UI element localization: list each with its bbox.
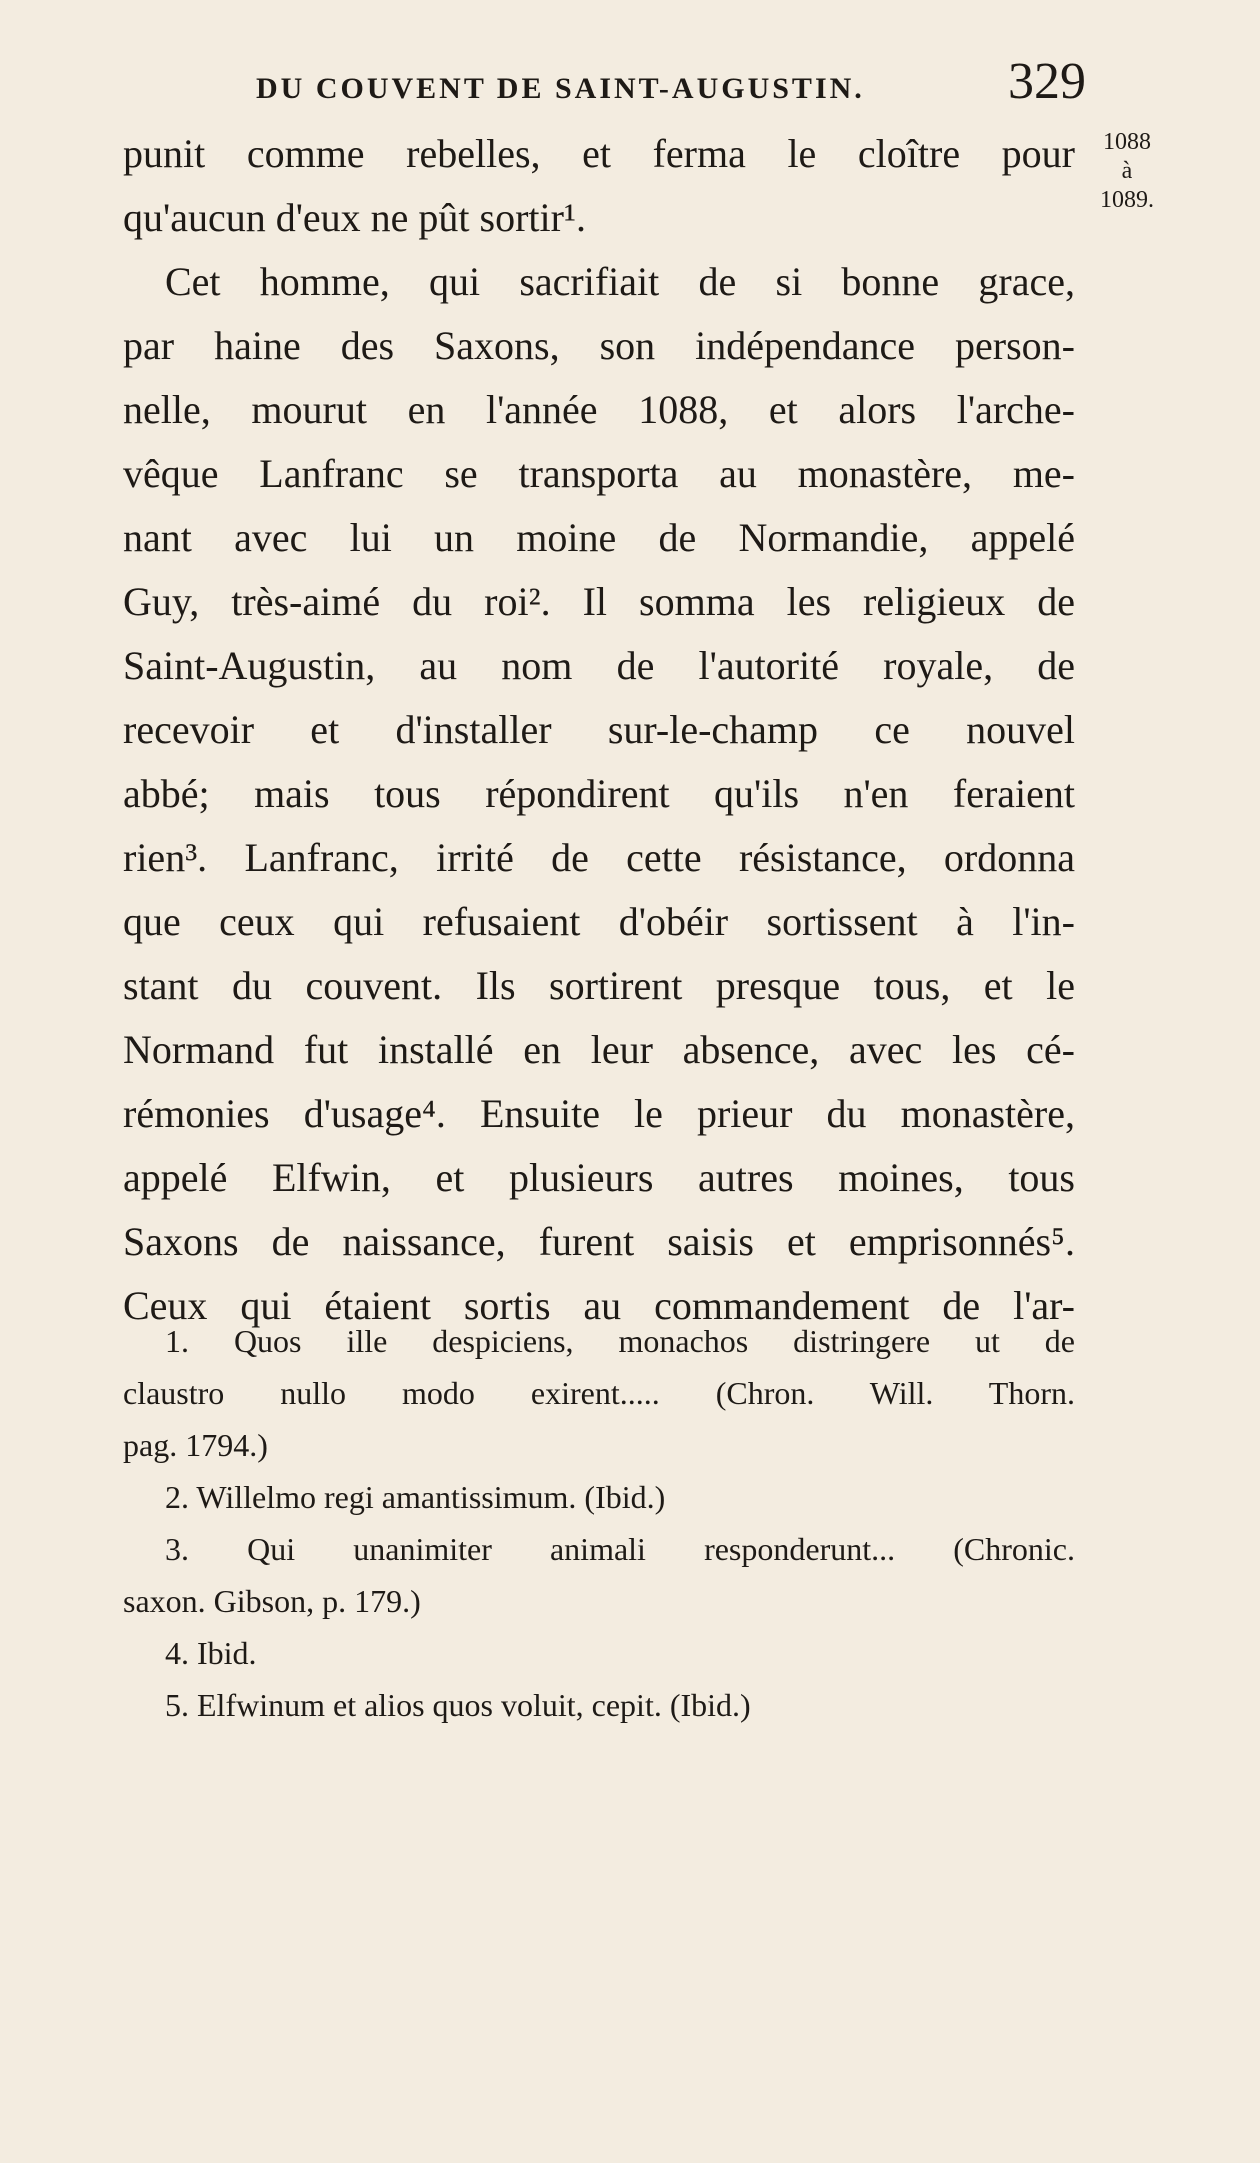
- body-line: Ceux qui étaient sortis au commandement de l'ar-: [123, 1283, 1075, 1328]
- body-line: stant du couvent. Ils sortirent presque tous, et le: [123, 963, 1075, 1008]
- body-line: Cet homme, qui sacrifiait de si bonne grace,: [165, 259, 1075, 304]
- footnote-line: 3. Qui unanimiter animali responderunt... (Chronic.: [165, 1531, 1075, 1567]
- footnotes: [123, 1315, 1075, 1731]
- body-line: Normand fut installé en leur absence, avec les cé-: [123, 1027, 1075, 1072]
- footnote-line: claustro nullo modo exirent..... (Chron. Will. Thorn.: [123, 1375, 1075, 1411]
- body-line: rien³. Lanfranc, irrité de cette résistance, ordonna: [123, 835, 1075, 880]
- footnote-line: 2. Willelmo regi amantissimum. (Ibid.): [165, 1479, 666, 1515]
- body-line: vêque Lanfranc se transporta au monastère, me-: [123, 451, 1075, 496]
- body-line: Guy, très-aimé du roi². Il somma les religieux de: [123, 579, 1075, 624]
- body-line: rémonies d'usage⁴. Ensuite le prieur du monastère,: [123, 1091, 1075, 1136]
- footnote-line: pag. 1794.): [123, 1427, 268, 1463]
- body-line: Saxons de naissance, furent saisis et emprisonnés⁵.: [123, 1219, 1075, 1264]
- body-line: nant avec lui un moine de Normandie, appelé: [123, 515, 1075, 560]
- body-line: nelle, mourut en l'année 1088, et alors l'arche-: [123, 387, 1075, 432]
- footnote-line: saxon. Gibson, p. 179.): [123, 1583, 421, 1619]
- body-line: par haine des Saxons, son indépendance person-: [123, 323, 1075, 368]
- margin-date-separator: à: [1121, 158, 1133, 184]
- margin-date-note: [1092, 128, 1162, 215]
- body-line: recevoir et d'installer sur-le-champ ce nouvel: [123, 707, 1075, 752]
- body-line: que ceux qui refusaient d'obéir sortissent à l'in-: [123, 899, 1075, 944]
- body-line: qu'aucun d'eux ne pût sortir¹.: [123, 195, 586, 240]
- body-line: Saint-Augustin, au nom de l'autorité royale, de: [123, 643, 1075, 688]
- body-line: punit comme rebelles, et ferma le cloître pour: [123, 131, 1075, 176]
- footnote-line: 4. Ibid.: [165, 1635, 257, 1671]
- body-text: [123, 122, 1075, 1338]
- page-number: 329: [1008, 53, 1086, 110]
- footnote-line: 5. Elfwinum et alios quos voluit, cepit. (Ibid.): [165, 1687, 751, 1723]
- running-title: DU COUVENT DE SAINT-AUGUSTIN.: [256, 72, 865, 105]
- body-line: appelé Elfwin, et plusieurs autres moines, tous: [123, 1155, 1075, 1200]
- margin-date-end: 1089.: [1100, 187, 1154, 213]
- page-header: [256, 52, 1086, 111]
- footnote-line: 1. Quos ille despiciens, monachos distringere ut de: [165, 1323, 1075, 1359]
- body-line: abbé; mais tous répondirent qu'ils n'en feraient: [123, 771, 1075, 816]
- margin-date-start: 1088: [1103, 129, 1151, 155]
